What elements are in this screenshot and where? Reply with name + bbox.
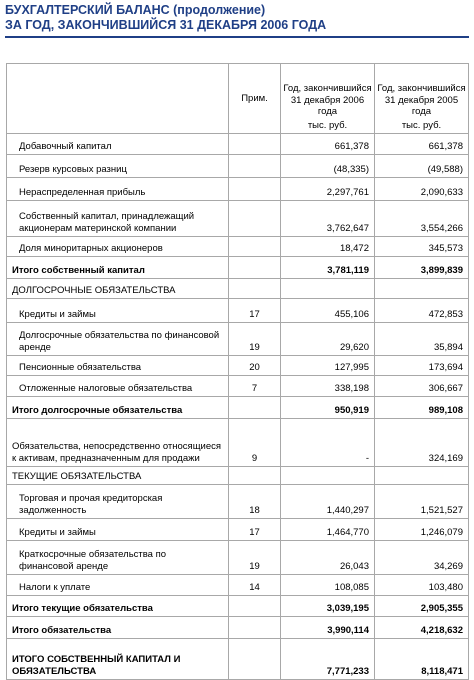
row-note: 17 — [229, 519, 281, 541]
subtotal-row — [7, 596, 469, 617]
table-header-row — [7, 64, 469, 134]
row-value-2005: 2,905,355 — [375, 596, 469, 617]
table-row — [7, 575, 469, 596]
row-value-2006: 3,781,119 — [281, 257, 375, 279]
row-label: Итого собственный капитал — [7, 257, 229, 279]
table-row — [7, 356, 469, 376]
row-value-2005: 35,894 — [375, 323, 469, 356]
header-2005-unit: тыс. руб. — [401, 119, 442, 131]
row-value-2005: 103,480 — [375, 575, 469, 596]
row-value-2006: 455,106 — [281, 299, 375, 323]
table-row — [7, 485, 469, 519]
row-label: ИТОГО СОБСТВЕННЫЙ КАПИТАЛ И ОБЯЗАТЕЛЬСТВА — [7, 639, 229, 680]
header-label-cell — [7, 64, 229, 134]
row-note — [229, 467, 281, 485]
row-label: Итого текущие обязательства — [7, 596, 229, 617]
row-value-2006: 2,297,761 — [281, 178, 375, 201]
table-row — [7, 134, 469, 155]
row-value-2006: 29,620 — [281, 323, 375, 356]
row-value-2005: 8,118,471 — [375, 639, 469, 680]
row-label: Краткосрочные обязательства по финансовой аренде — [7, 541, 229, 575]
row-note: 19 — [229, 323, 281, 356]
row-value-2005: 3,554,266 — [375, 201, 469, 237]
row-note — [229, 617, 281, 639]
table-row — [7, 201, 469, 237]
row-value-2005: 2,090,633 — [375, 178, 469, 201]
section-heading-row — [7, 279, 469, 299]
row-value-2006: 338,198 — [281, 376, 375, 397]
row-note: 18 — [229, 485, 281, 519]
row-label: Итого долгосрочные обязательства — [7, 397, 229, 419]
row-value-2005: (49,588) — [375, 155, 469, 178]
page-subtitle: ЗА ГОД, ЗАКОНЧИВШИЙСЯ 31 ДЕКАБРЯ 2006 ГОДА — [5, 18, 327, 32]
row-value-2006: 1,440,297 — [281, 485, 375, 519]
table-row — [7, 519, 469, 541]
row-note — [229, 397, 281, 419]
row-note: 17 — [229, 299, 281, 323]
row-value-2005: 1,521,527 — [375, 485, 469, 519]
row-note: 9 — [229, 419, 281, 467]
row-note: 20 — [229, 356, 281, 376]
row-value-2005: 989,108 — [375, 397, 469, 419]
row-label: Итого обязательства — [7, 617, 229, 639]
row-label: Собственный капитал, принадлежащий акционерам материнской компании — [7, 201, 229, 237]
row-value-2005: 661,378 — [375, 134, 469, 155]
row-note — [229, 237, 281, 257]
row-label: Добавочный капитал — [7, 134, 229, 155]
section-heading: ТЕКУЩИЕ ОБЯЗАТЕЛЬСТВА — [7, 467, 229, 485]
row-note — [229, 596, 281, 617]
row-value-2006: 108,085 — [281, 575, 375, 596]
row-value-2006 — [281, 467, 375, 485]
row-value-2006: 3,039,195 — [281, 596, 375, 617]
row-note — [229, 639, 281, 680]
table-row — [7, 299, 469, 323]
row-label: Долгосрочные обязательства по финансовой аренде — [7, 323, 229, 356]
row-value-2006: 1,464,770 — [281, 519, 375, 541]
row-label: Обязательства, непосредственно относящиеся к активам, предназначенным для продажи — [7, 419, 229, 467]
row-note — [229, 178, 281, 201]
row-label: Торговая и прочая кредиторская задолженность — [7, 485, 229, 519]
row-value-2005: 34,269 — [375, 541, 469, 575]
row-note — [229, 257, 281, 279]
row-value-2006: 950,919 — [281, 397, 375, 419]
row-value-2005: 472,853 — [375, 299, 469, 323]
row-value-2005: 1,246,079 — [375, 519, 469, 541]
header-2006-label: Год, закончившийся 31 декабря 2006 года — [283, 83, 372, 117]
row-value-2006: 3,990,114 — [281, 617, 375, 639]
table-row — [7, 155, 469, 178]
subtotal-row — [7, 397, 469, 419]
table-row — [7, 178, 469, 201]
row-label: Нераспределенная прибыль — [7, 178, 229, 201]
row-value-2005: 3,899,839 — [375, 257, 469, 279]
header-note: Прим. — [229, 64, 281, 134]
grand-total-row — [7, 639, 469, 680]
header-2005 — [375, 64, 469, 134]
row-value-2006: 661,378 — [281, 134, 375, 155]
header-divider — [5, 36, 469, 38]
table-row — [7, 541, 469, 575]
table-row — [7, 323, 469, 356]
row-value-2006 — [281, 279, 375, 299]
row-value-2006: 3,762,647 — [281, 201, 375, 237]
row-value-2006: 18,472 — [281, 237, 375, 257]
row-label: Доля миноритарных акционеров — [7, 237, 229, 257]
row-label: Отложенные налоговые обязательства — [7, 376, 229, 397]
row-label: Кредиты и займы — [7, 519, 229, 541]
row-value-2005: 4,218,632 — [375, 617, 469, 639]
row-note: 7 — [229, 376, 281, 397]
page-title: БУХГАЛТЕРСКИЙ БАЛАНС (продолжение) — [5, 3, 266, 17]
row-value-2006: - — [281, 419, 375, 467]
row-value-2005: 306,667 — [375, 376, 469, 397]
row-note — [229, 155, 281, 178]
row-value-2006: 7,771,233 — [281, 639, 375, 680]
row-value-2005 — [375, 467, 469, 485]
row-label: Резерв курсовых разниц — [7, 155, 229, 178]
section-heading-row — [7, 467, 469, 485]
row-value-2005: 173,694 — [375, 356, 469, 376]
subtotal-row — [7, 617, 469, 639]
row-note — [229, 134, 281, 155]
row-value-2005 — [375, 279, 469, 299]
row-label: Пенсионные обязательства — [7, 356, 229, 376]
row-value-2006: (48,335) — [281, 155, 375, 178]
table-row — [7, 419, 469, 467]
header-2006-unit: тыс. руб. — [307, 119, 348, 131]
row-value-2005: 345,573 — [375, 237, 469, 257]
row-label: Кредиты и займы — [7, 299, 229, 323]
table-row — [7, 376, 469, 397]
table-row — [7, 237, 469, 257]
row-label: Налоги к уплате — [7, 575, 229, 596]
row-note: 19 — [229, 541, 281, 575]
section-heading: ДОЛГОСРОЧНЫЕ ОБЯЗАТЕЛЬСТВА — [7, 279, 229, 299]
row-note: 14 — [229, 575, 281, 596]
document-header — [5, 3, 469, 33]
row-value-2006: 127,995 — [281, 356, 375, 376]
row-note — [229, 201, 281, 237]
subtotal-row — [7, 257, 469, 279]
row-value-2005: 324,169 — [375, 419, 469, 467]
row-value-2006: 26,043 — [281, 541, 375, 575]
header-2006 — [281, 64, 375, 134]
row-note — [229, 279, 281, 299]
header-2005-label: Год, закончившийся 31 декабря 2005 года — [377, 83, 466, 117]
balance-sheet-table — [6, 63, 469, 680]
